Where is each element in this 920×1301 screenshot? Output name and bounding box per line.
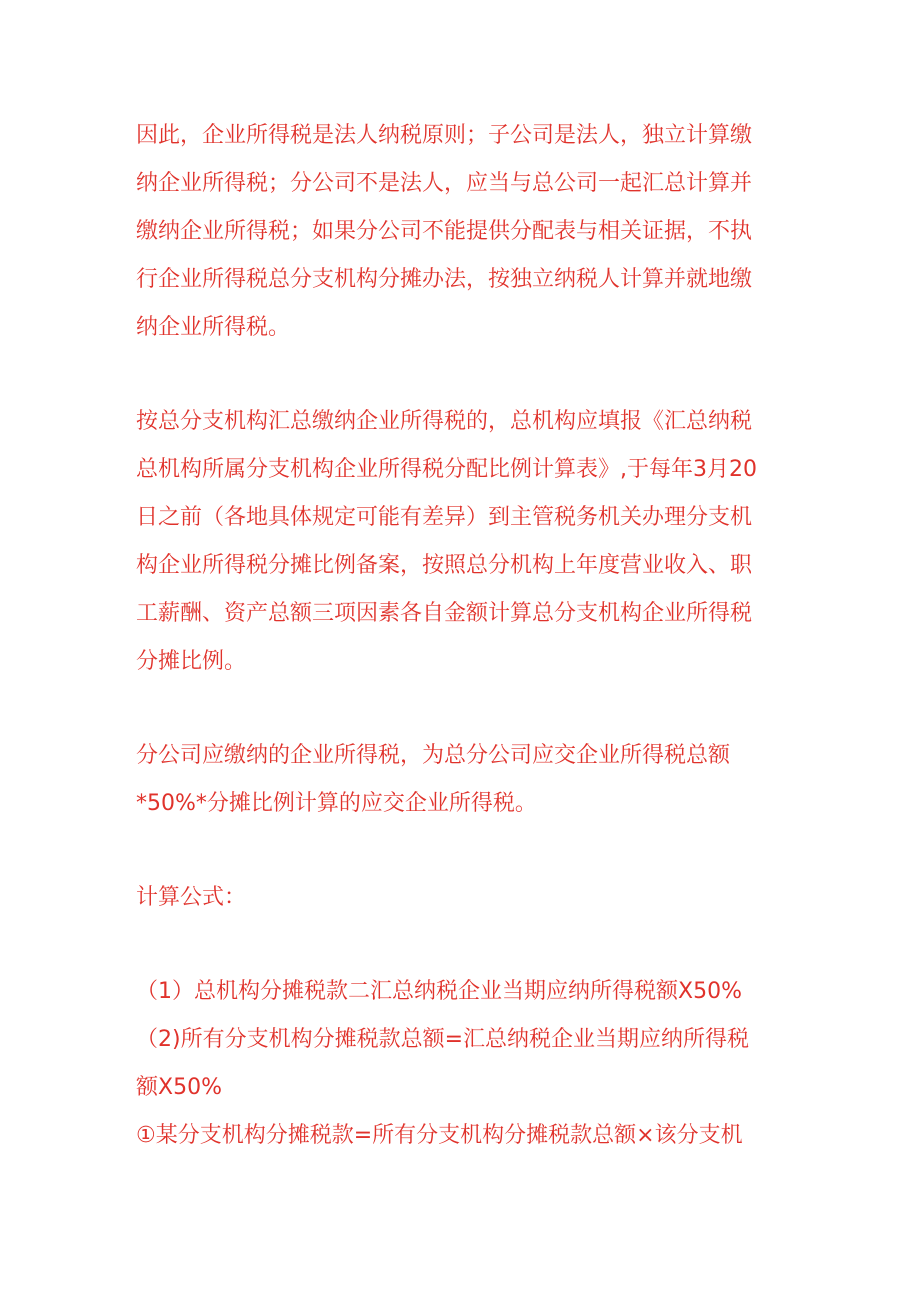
formula-line: （1）总机构分摊税款二汇总纳税企业当期应纳所得税额X50% bbox=[136, 979, 742, 1004]
text-line: 计算公式： bbox=[136, 885, 247, 910]
text-line: 因此，企业所得税是法人纳税原则；子公司是法人，独立计算缴 bbox=[136, 123, 753, 148]
paragraph-branch-tax bbox=[136, 732, 796, 828]
text-line: 分摊比例。 bbox=[136, 649, 247, 674]
formula-line: 额X50% bbox=[136, 1075, 222, 1100]
formula-list bbox=[136, 968, 796, 1160]
text-line: *50%*分摊比例计算的应交企业所得税。 bbox=[136, 791, 537, 816]
text-line: 工薪酬、资产总额三项因素各自金额计算总分支机构企业所得税 bbox=[136, 601, 753, 626]
formula-line: （2)所有分支机构分摊税款总额=汇总纳税企业当期应纳所得税 bbox=[136, 1027, 750, 1052]
text-line: 行企业所得税总分支机构分摊办法，按独立纳税人计算并就地缴 bbox=[136, 267, 753, 292]
text-line: 纳企业所得税。 bbox=[136, 315, 291, 340]
paragraph-filing-requirement bbox=[136, 398, 796, 686]
text-line: 构企业所得税分摊比例备案，按照总分机构上年度营业收入、职 bbox=[136, 553, 753, 578]
paragraph-formula-heading bbox=[136, 874, 796, 922]
paragraph-tax-principle bbox=[136, 112, 796, 352]
formula-line: ①某分支机构分摊税款=所有分支机构分摊税款总额×该分支机 bbox=[136, 1123, 743, 1148]
text-line: 按总分支机构汇总缴纳企业所得税的，总机构应填报《汇总纳税 bbox=[136, 409, 753, 434]
text-line: 缴纳企业所得税；如果分公司不能提供分配表与相关证据，不执 bbox=[136, 219, 753, 244]
text-line: 日之前（各地具体规定可能有差异）到主管税务机关办理分支机 bbox=[136, 505, 753, 530]
document-body bbox=[136, 112, 796, 1160]
text-line: 分公司应缴纳的企业所得税，为总分公司应交企业所得税总额 bbox=[136, 743, 731, 768]
text-line: 总机构所属分支机构企业所得税分配比例计算表》,于每年3月20 bbox=[136, 457, 757, 482]
text-line: 纳企业所得税；分公司不是法人，应当与总公司一起汇总计算并 bbox=[136, 171, 753, 196]
